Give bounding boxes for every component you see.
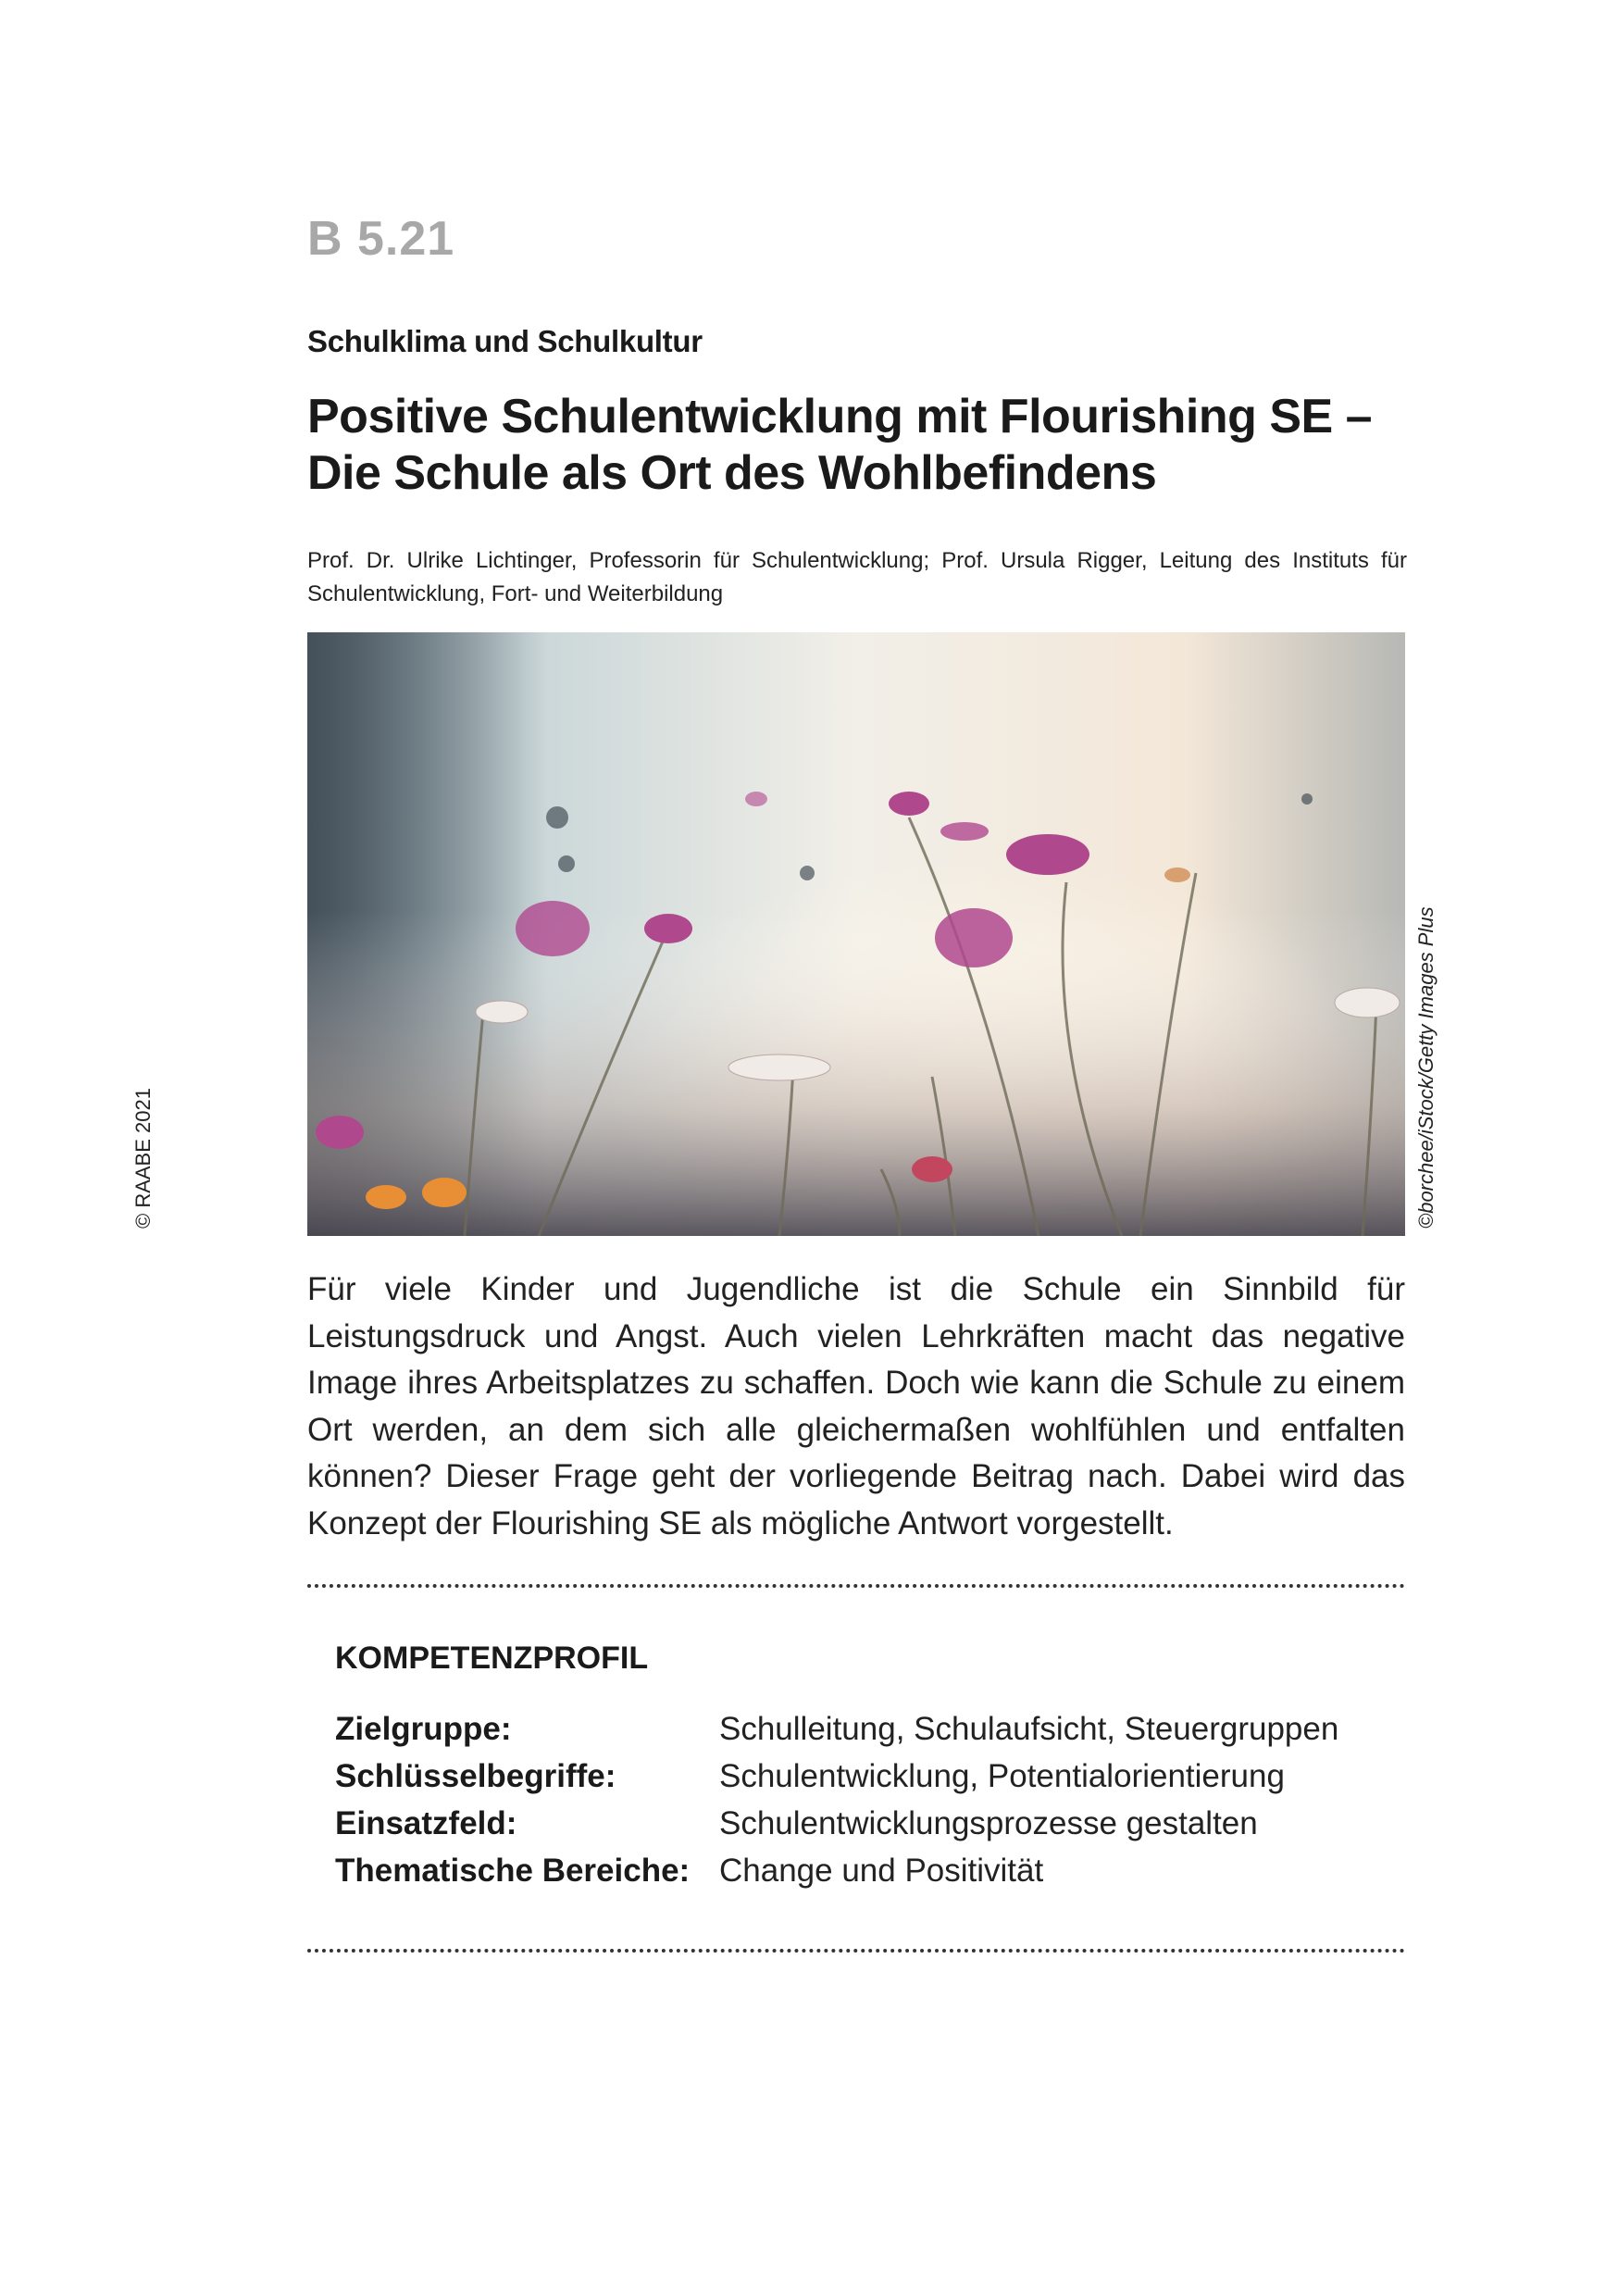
page-title xyxy=(307,389,1418,502)
profile-row-zielgruppe xyxy=(335,1705,1338,1753)
copyright-notice: © RAABE 2021 xyxy=(131,1088,155,1229)
profile-value: Schulleitung, Schulaufsicht, Steuergruppen xyxy=(719,1711,1339,1747)
profile-row-schluesselbegriffe xyxy=(335,1753,1285,1800)
section-label: Schulklima und Schulkultur xyxy=(307,324,703,358)
profile-label: Einsatzfeld: xyxy=(335,1805,517,1841)
profile-label: Zielgruppe: xyxy=(335,1711,512,1747)
profile-label: Thematische Bereiche: xyxy=(335,1853,691,1889)
profile-row-einsatzfeld xyxy=(335,1800,1258,1847)
flower-meadow-photo xyxy=(307,632,1405,1236)
profile-value: Schulentwicklung, Potentialorientierung xyxy=(719,1758,1285,1794)
profile-row-thematische-bereiche xyxy=(335,1847,1043,1894)
intro-paragraph: Für viele Kinder und Jugendliche ist die Schule ein Sinnbild für Leistungsdruck und Angst. Auch vielen Lehrkräften macht das negative Image ihres Arbeitsplatzes zu schaffen. Doch wie kann die Schule zu einem Ort werden, an dem sich alle gleichermaßen wohlfühlen und entfalten können? Dieser Frage geht der vorliegende Beitrag nach. Dabei wird das Konzept der Flourishing SE als mögliche Antwort vorgestellt. xyxy=(307,1271,1405,1541)
title-line-1: Positive Schulentwicklung mit Flourishing SE – xyxy=(307,390,1373,443)
profile-value: Schulentwicklungsprozesse gestalten xyxy=(719,1805,1258,1841)
chapter-code: B 5.21 xyxy=(307,212,455,266)
authors: Prof. Dr. Ulrike Lichtinger, Professorin für Schulentwicklung; Prof. Ursula Rigger, Leitung des Instituts für Schulentwicklung, Fort- und Weiterbildung xyxy=(307,548,1407,606)
dotted-divider xyxy=(307,1584,1405,1588)
kompetenzprofil-heading: KOMPETENZPROFIL xyxy=(335,1641,649,1676)
photo-credit: ©borchee/iStock/Getty Images Plus xyxy=(1414,906,1438,1229)
profile-label: Schlüsselbegriffe: xyxy=(335,1758,616,1794)
profile-value: Change und Positivität xyxy=(719,1853,1044,1889)
title-line-2: Die Schule als Ort des Wohlbefindens xyxy=(307,446,1157,500)
dotted-divider xyxy=(307,1949,1405,1953)
